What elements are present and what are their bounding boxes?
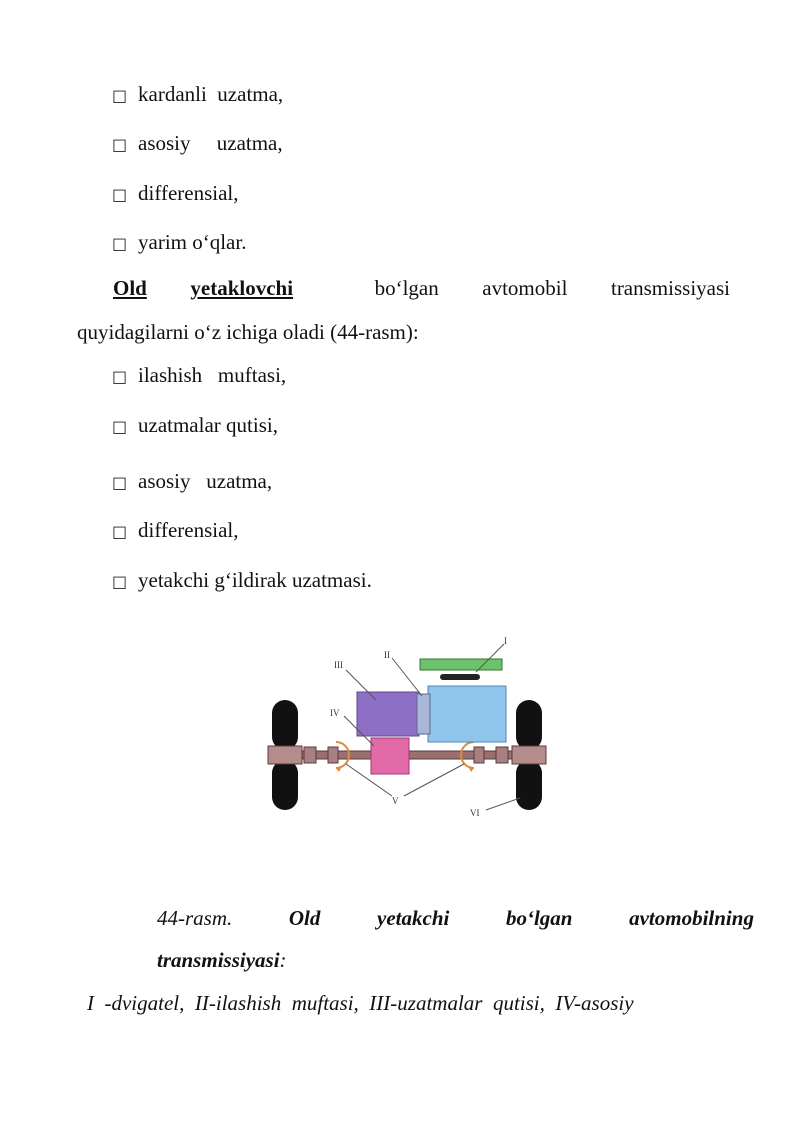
hub-right [512,746,546,764]
list-item-text: uzatmalar qutisi, [138,413,278,437]
wheel-rear-right [516,760,542,810]
list-item-text: yetakchi g‘ildirak uzatmasi. [138,568,372,592]
clutch-block [417,694,430,734]
joint-left-outer [304,747,316,763]
leader-line-V-right [404,764,464,796]
caption-colon: : [279,948,287,972]
bullet-icon [112,135,138,154]
label-VI: VI [470,808,480,818]
list-item [112,469,272,494]
label-V: V [392,796,399,806]
label-IV: IV [330,708,340,718]
shaft-detail [440,674,480,680]
bullet-icon [112,86,138,105]
list-item-text: yarim o‘qlar. [138,230,247,254]
bullet-icon [112,367,138,386]
joint-right-inner [474,747,484,763]
caption-word: avtomobilning [629,906,754,930]
joint-right-outer [496,747,508,763]
main-drive-block [371,738,409,774]
list-item [112,131,283,156]
list-item-text: ilashish muftasi, [138,363,287,387]
list-item [112,181,239,206]
list-item [112,230,246,255]
list-item [112,363,286,388]
list-item [112,82,283,107]
caption-word: bo‘lgan [505,906,573,930]
caption-word: Old [288,906,321,930]
paragraph-word: bo‘lgan [374,276,439,300]
caption-word: transmissiyasi [157,948,280,972]
paragraph-line-1 [113,276,730,301]
joint-left-inner [328,747,338,763]
list-item-text: asosiy uzatma, [138,131,283,155]
label-III: III [334,660,343,670]
list-item-text: differensial, [138,518,239,542]
bullet-icon [112,473,138,492]
paragraph-word: Old [113,276,147,300]
caption-word: yetakchi [377,906,450,930]
list-item-text: kardanli uzatma, [138,82,284,106]
caption-word: 44-rasm. [157,906,233,930]
wheel-rear-left [272,760,298,810]
list-item [112,413,278,438]
list-item [112,518,239,543]
list-item [112,568,372,593]
bullet-icon [112,234,138,253]
engine-block [428,686,506,742]
list-item-text: asosiy uzatma, [138,469,273,493]
paragraph-line-2: quyidagilarni o‘z ichiga oladi (44-rasm): [77,320,419,344]
paragraph-word: yetaklovchi [190,276,294,300]
list-item-text: differensial, [138,181,239,205]
transmission-diagram [264,634,554,820]
bullet-icon [112,572,138,591]
gearbox-block [357,692,419,736]
leader-line-VI [486,798,520,810]
figure-legend-line: I -dvigatel, II-ilashish muftasi, III-uzatmalar qutisi, IV-asosiy [87,991,634,1015]
label-II: II [384,650,390,660]
figure-caption-line-1 [157,906,754,931]
wheel-front-right [516,700,542,750]
paragraph-word: avtomobil [482,276,568,300]
leader-line-II [392,658,422,696]
bullet-icon [112,417,138,436]
top-bar [420,659,502,670]
wheel-front-left [272,700,298,750]
bullet-icon [112,522,138,541]
label-I: I [504,636,507,646]
bullet-icon [112,185,138,204]
paragraph-word: transmissiyasi [610,276,730,300]
figure-caption-line-2 [157,948,287,973]
hub-left [268,746,302,764]
